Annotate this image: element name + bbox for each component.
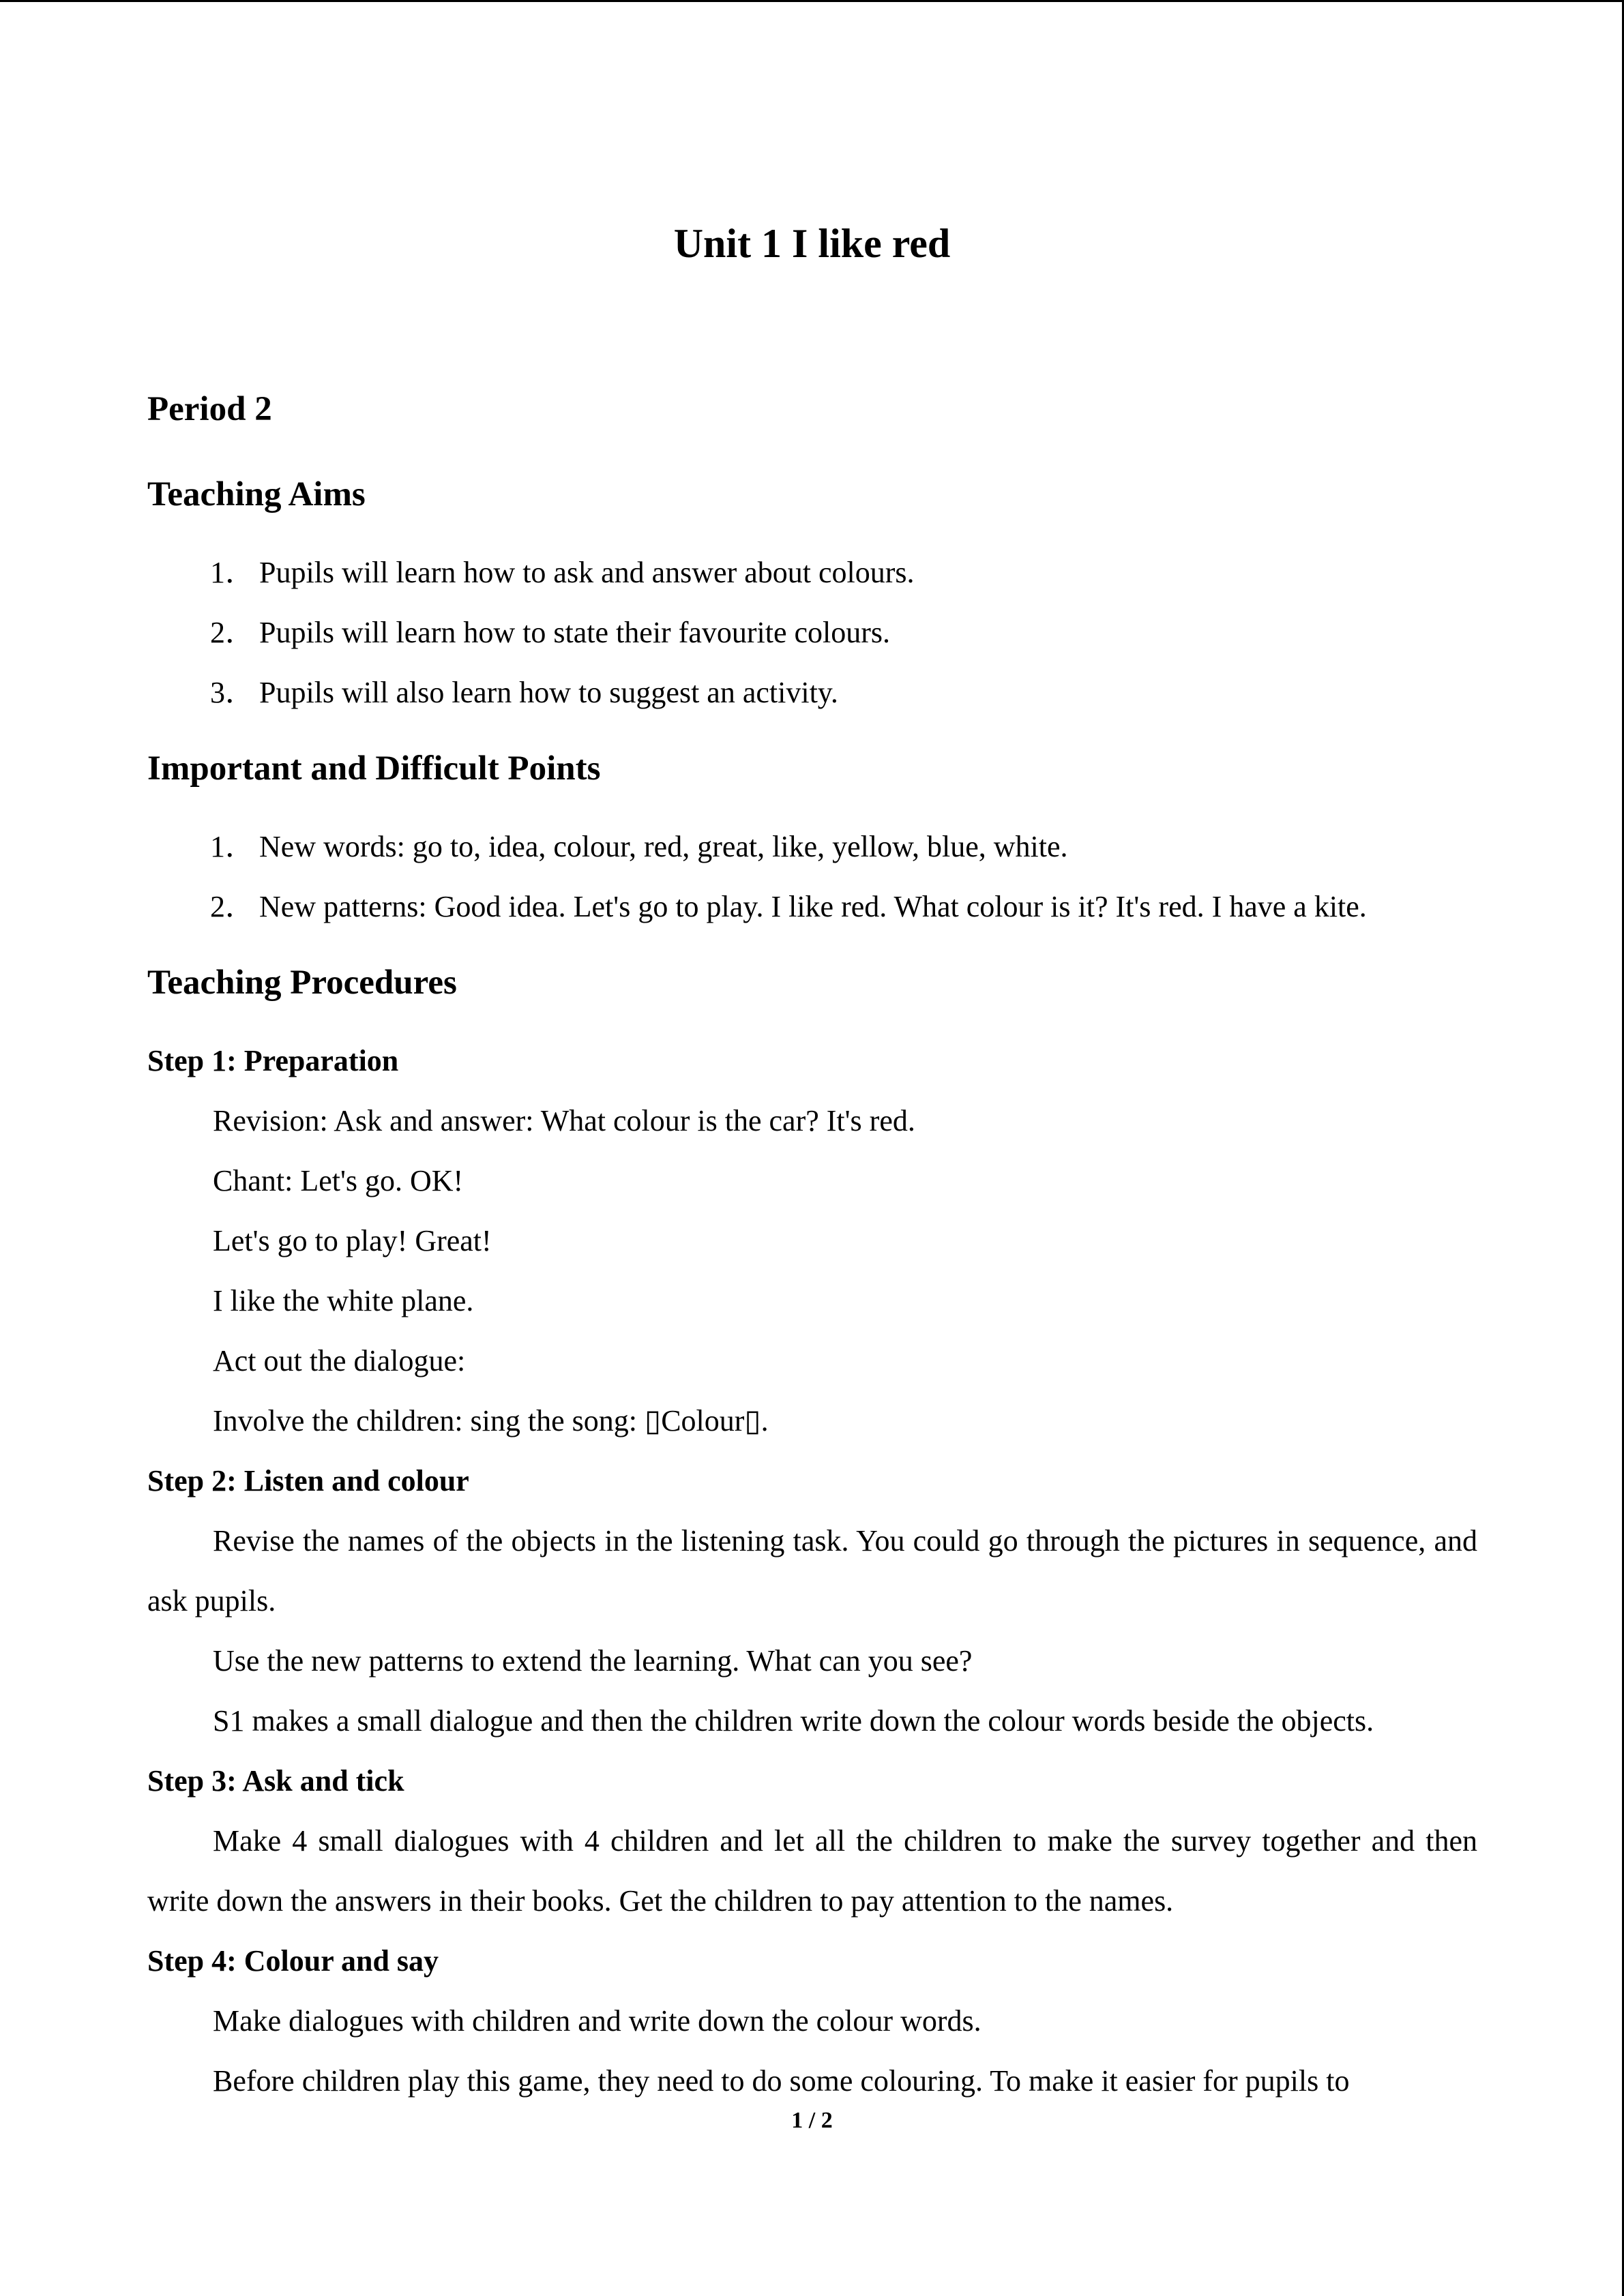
step-1-paragraph: Involve the children: sing the song: ▯Colour▯. [213,1404,769,1437]
step-2-heading: Step 2: Listen and colour [147,1464,469,1497]
step-2-paragraph: Use the new patterns to extend the learning. What can you see? [213,1644,973,1678]
step-3-heading: Step 3: Ask and tick [147,1764,404,1798]
step-2-paragraph: Revise the names of the objects in the listening task. You could go through the pictures in sequence, and ask pupils. [147,1524,1477,1617]
step-2-paragraph: S1 makes a small dialogue and then the children write down the colour words beside the objects. [213,1704,1374,1738]
list-item-text: Pupils will learn how to ask and answer about colours. [259,556,915,589]
step-1-paragraph: Let's go to play! Great! [213,1224,492,1257]
list-item-text: Pupils will also learn how to suggest an activity. [259,676,838,709]
list-item [147,663,1477,723]
list-item-text: New patterns: Good idea. Let's go to play. I like red. What colour is it? It's red. I have a kite. [259,890,1367,923]
document-title: Unit 1 I like red [673,221,951,266]
step-3-paragraph: Make 4 small dialogues with 4 children and let all the children to make the survey together and then write down the answers in their books. Get the children to pay attention to the names. [147,1824,1477,1918]
step-1-paragraph: Revision: Ask and answer: What colour is the car? It's red. [213,1104,915,1137]
step-1-paragraph: Act out the dialogue: [213,1344,466,1377]
step-1-heading: Step 1: Preparation [147,1044,399,1077]
step-4-paragraph: Before children play this game, they need to do some colouring. To make it easier for pupils to [213,2064,1350,2098]
list-item [147,817,1477,877]
list-number: 2． [210,890,255,923]
teaching-aims-heading: Teaching Aims [147,475,366,513]
step-1-paragraph: I like the white plane. [213,1284,474,1317]
list-item-text: New words: go to, idea, colour, red, great, like, yellow, blue, white. [259,830,1068,863]
list-number: 1． [210,556,255,589]
list-item [147,603,1477,663]
period-heading: Period 2 [147,390,272,428]
list-number: 1． [210,830,255,863]
step-4-heading: Step 4: Colour and say [147,1944,439,1978]
page-number: 1 / 2 [791,2108,833,2133]
step-1-paragraph: Chant: Let's go. OK! [213,1164,464,1197]
teaching-procedures-heading: Teaching Procedures [147,964,457,1002]
list-number: 2． [210,616,255,649]
list-item [147,877,1477,937]
list-number: 3． [210,676,255,709]
document-body [147,384,1477,2111]
important-points-heading: Important and Difficult Points [147,749,601,788]
list-item-text: Pupils will learn how to state their favourite colours. [259,616,891,649]
teaching-aims-list [147,543,1477,723]
list-item [147,543,1477,603]
important-points-list [147,817,1477,937]
step-4-paragraph: Make dialogues with children and write down the colour words. [213,2004,981,2038]
